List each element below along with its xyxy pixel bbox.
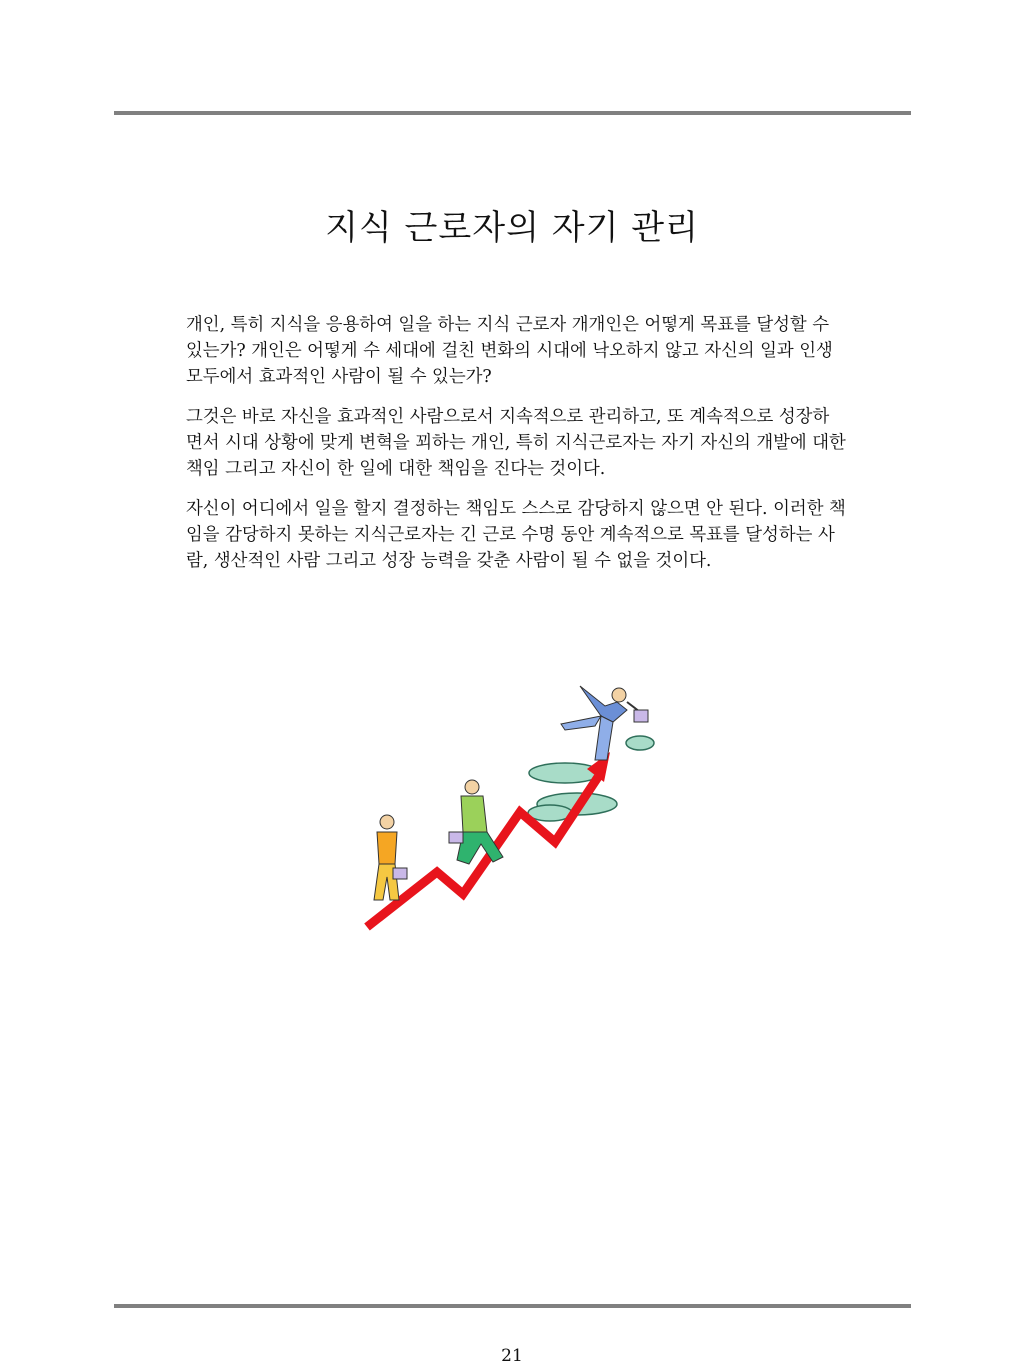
climber-figure-2 [449, 780, 503, 864]
page-number: 21 [501, 1346, 523, 1366]
body-text [186, 312, 846, 588]
bottom-rule [114, 1304, 911, 1308]
paragraph-1: 개인, 특히 지식을 응용하여 일을 하는 지식 근로자 개개인은 어떻게 목표를 달성할 수 있는가? 개인은 어떻게 수 세대에 걸친 변화의 시대에 낙오하지 않고 자신의 일과 인생 모두에서 효과적인 사람이 될 수 있는가? [186, 315, 833, 387]
top-rule [114, 111, 911, 115]
paragraph-3: 자신이 어디에서 일을 할지 결정하는 책임도 스스로 감당하지 않으면 안 된다. 이러한 책임을 감당하지 못하는 지식근로자는 긴 근로 수명 동안 계속적으로 목표를 달성하는 사람, 생산적인 사람 그리고 성장 능력을 갖춘 사람이 될 수 없을 것이다. [186, 499, 846, 571]
growth-arrow-climbers-illustration [355, 672, 655, 937]
cloud [529, 763, 601, 783]
cloud-group [528, 736, 654, 821]
cloud [626, 736, 654, 750]
paragraph-2: 그것은 바로 자신을 효과적인 사람으로서 지속적으로 관리하고, 또 계속적으로 성장하면서 시대 상황에 맞게 변혁을 꾀하는 개인, 특히 지식근로자는 자기 자신의 개발에 대한 책임 그리고 자신이 한 일에 대한 책임을 진다는 것이다. [186, 407, 846, 479]
climber-figure-1 [374, 815, 407, 900]
page-title: 지식 근로자의 자기 관리 [325, 208, 699, 248]
